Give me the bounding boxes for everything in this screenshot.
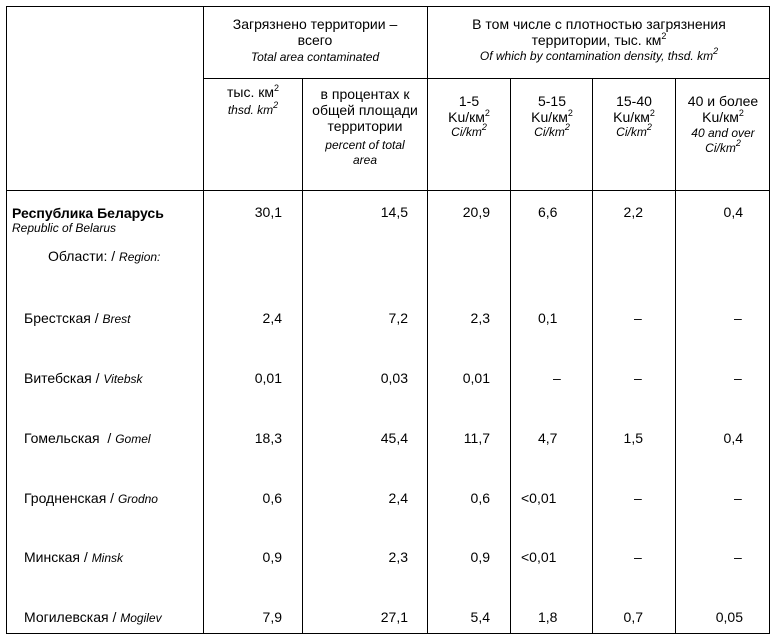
cell-percent: 27,1 (380, 609, 408, 625)
regions-heading: Области: / Region: (48, 248, 161, 264)
republic-label (12, 205, 200, 236)
cell-density-40-over: 0,4 (723, 204, 743, 220)
header-vline-2 (302, 78, 303, 634)
cell-density-15-40: – (634, 490, 642, 506)
region-label: Гомельская / Gomel (24, 430, 151, 446)
region-label: Гродненская / Grodno (24, 490, 158, 506)
cell-density-1-5: 0,9 (470, 549, 490, 565)
cell-density-5-15: <0,01 (521, 490, 557, 506)
col-pct-en: percent of total area (325, 138, 405, 167)
header-total-ru: Загрязнено территории – всего (232, 16, 398, 48)
region-label: Минская / Minsk (24, 549, 124, 565)
cell-density-1-5: 0,6 (470, 490, 490, 506)
col-pct-ru: в процентах к общей площади территории (312, 86, 418, 134)
cell-thsd-km2: 30,1 (254, 204, 282, 220)
cell-thsd-km2: 0,9 (262, 549, 282, 565)
region-label: Брестская / Brest (24, 310, 131, 326)
cell-percent: 14,5 (380, 204, 408, 220)
cell-density-40-over: – (734, 370, 742, 386)
col-15-40-header: 15-40 $Ku/км^2$ $Ci/km^2$ (613, 93, 655, 139)
header-total-en: Total area contaminated (250, 50, 380, 64)
cell-density-15-40: 0,7 (623, 609, 643, 625)
cell-thsd-km2: 2,4 (262, 310, 282, 326)
cell-density-5-15: – (553, 370, 561, 386)
header-hline-2 (6, 190, 770, 191)
republic-label-en: Republic of Belarus (12, 221, 117, 235)
header-density-en: Of which by contamination density, thsd. $km^2$ (479, 46, 719, 63)
header-density (432, 16, 766, 64)
col-thsd-header: тыс. $км^2$ thsd. $km^2$ (226, 83, 280, 117)
cell-density-5-15: 6,6 (538, 204, 558, 220)
cell-density-5-15: 4,7 (538, 430, 558, 446)
cell-density-1-5: 20,9 (462, 204, 490, 220)
region-label: Могилевская / Mogilev (24, 609, 162, 625)
cell-density-1-5: 0,01 (462, 370, 490, 386)
header-vline-6 (675, 78, 676, 634)
cell-density-1-5: 11,7 (463, 430, 490, 446)
header-vline-4 (510, 78, 511, 634)
cell-thsd-km2: 7,9 (262, 609, 282, 625)
cell-density-1-5: 2,3 (470, 310, 490, 326)
cell-percent: 2,3 (388, 549, 408, 565)
col-pct-header (306, 86, 424, 168)
cell-density-15-40: – (634, 310, 642, 326)
col-5-15-header: 5-15 $Ku/км^2$ $Ci/km^2$ (531, 93, 573, 139)
cell-thsd-km2: 0,01 (254, 370, 282, 386)
header-hline-1 (203, 78, 770, 79)
cell-density-40-over: – (734, 490, 742, 506)
cell-percent: 0,03 (380, 370, 408, 386)
cell-density-5-15: 0,1 (538, 310, 558, 326)
cell-density-40-over: 0,05 (715, 609, 743, 625)
header-total (206, 16, 424, 65)
cell-density-15-40: – (634, 370, 642, 386)
cell-percent: 7,2 (388, 310, 408, 326)
republic-label-ru: Республика Беларусь (12, 205, 164, 221)
cell-density-40-over: – (734, 310, 742, 326)
region-label: Витебская / Vitebsk (24, 370, 143, 386)
col-1-5-header: 1-5 $Ku/км^2$ $Ci/km^2$ (448, 93, 490, 139)
header-density-ru: В том числе с плотностью загрязнения территории, тыс. $км^2$ (472, 16, 726, 48)
cell-density-40-over: – (734, 549, 742, 565)
cell-density-15-40: 2,2 (623, 204, 643, 220)
header-vline-5 (592, 78, 593, 634)
cell-density-15-40: 1,5 (623, 430, 643, 446)
cell-density-5-15: <0,01 (521, 549, 557, 565)
cell-density-5-15: 1,8 (538, 609, 558, 625)
cell-thsd-km2: 18,3 (254, 430, 282, 446)
cell-percent: 2,4 (388, 490, 408, 506)
cell-thsd-km2: 0,6 (262, 490, 282, 506)
cell-percent: 45,4 (380, 430, 408, 446)
col-40-header: 40 и более $Ku/км^2$ 40 and over $Ci/km^2$ (687, 93, 759, 155)
cell-density-15-40: – (634, 549, 642, 565)
cell-density-40-over: 0,4 (723, 430, 743, 446)
cell-density-1-5: 5,4 (470, 609, 490, 625)
